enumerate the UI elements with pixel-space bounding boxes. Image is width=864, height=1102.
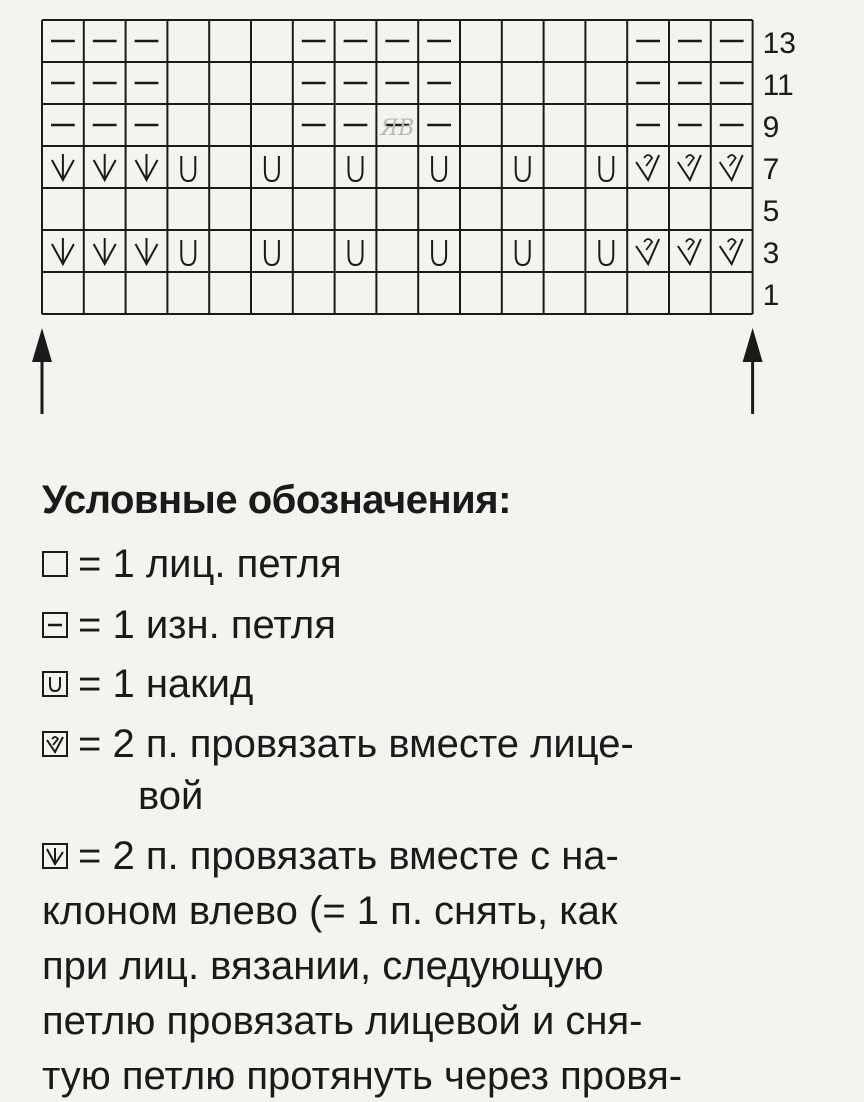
chart-cell [94, 238, 116, 264]
chart-cell [265, 240, 279, 265]
start-right-arrow-icon [743, 328, 763, 414]
legend-row-k2tog-right [42, 720, 634, 768]
row-number-label: 1 [762, 279, 780, 312]
chart-cell [636, 239, 659, 264]
row-number-label: 7 [762, 153, 780, 186]
legend-row-purl [42, 601, 336, 649]
chart-cell [181, 240, 195, 265]
row-number-label: 5 [762, 195, 780, 228]
knitting-chart [0, 0, 864, 430]
k2tog-left-icon [42, 843, 68, 869]
chart-cell [432, 156, 446, 181]
legend-paragraph-line-4: петлю провязать лицевой и сня- [42, 999, 643, 1043]
yarn-over-icon [42, 671, 68, 697]
k2tog-right-icon [42, 731, 68, 757]
row-number-label: 13 [762, 27, 796, 60]
knit-stitch-icon [42, 551, 68, 577]
legend-title: Условные обозначения: [42, 478, 511, 522]
chart-cell [349, 240, 363, 265]
chart-cell [432, 240, 446, 265]
chart-cell [678, 155, 701, 180]
chart-cell [678, 239, 701, 264]
legend-text-k2tog-right-cont: вой [138, 774, 204, 818]
legend-text-yarn-over: = 1 накид [78, 662, 254, 706]
legend-paragraph-line-2: клоном влево (= 1 п. снять, как [42, 889, 618, 933]
watermark: ЯВ [380, 116, 415, 141]
row-number-label: 11 [762, 69, 794, 102]
chart-cell [94, 154, 116, 180]
chart-cell [636, 155, 659, 180]
legend-text-purl: = 1 изн. петля [78, 603, 336, 647]
legend-paragraph-line-5: тую петлю протянуть через провя- [42, 1054, 683, 1098]
legend-text-k2tog-right: = 2 п. провязать вместе лице- [78, 722, 634, 766]
chart-cell [720, 155, 743, 180]
chart-cell [516, 240, 530, 265]
legend-paragraph-line-3: при лиц. вязании, следующую [42, 944, 604, 988]
start-left-arrow-icon [32, 328, 52, 414]
chart-grid [0, 0, 864, 430]
purl-stitch-icon [42, 612, 68, 638]
chart-cell [349, 156, 363, 181]
chart-cell [720, 239, 743, 264]
chart-cell [52, 238, 74, 264]
row-number-label: 9 [762, 111, 780, 144]
row-number-label: 3 [762, 237, 780, 270]
legend-row-k2tog-left [42, 832, 619, 880]
chart-cell [516, 156, 530, 181]
chart-cell [181, 156, 195, 181]
legend-row-yarn-over [42, 660, 253, 708]
legend-text-knit: = 1 лиц. петля [78, 542, 342, 586]
chart-cell [265, 156, 279, 181]
legend-text-k2tog-left: = 2 п. провязать вместе с на- [78, 834, 619, 878]
chart-cell [52, 154, 74, 180]
chart-cell [136, 238, 158, 264]
chart-cell [136, 154, 158, 180]
legend-row-knit [42, 540, 342, 588]
chart-cell [599, 156, 613, 181]
chart-cell [599, 240, 613, 265]
